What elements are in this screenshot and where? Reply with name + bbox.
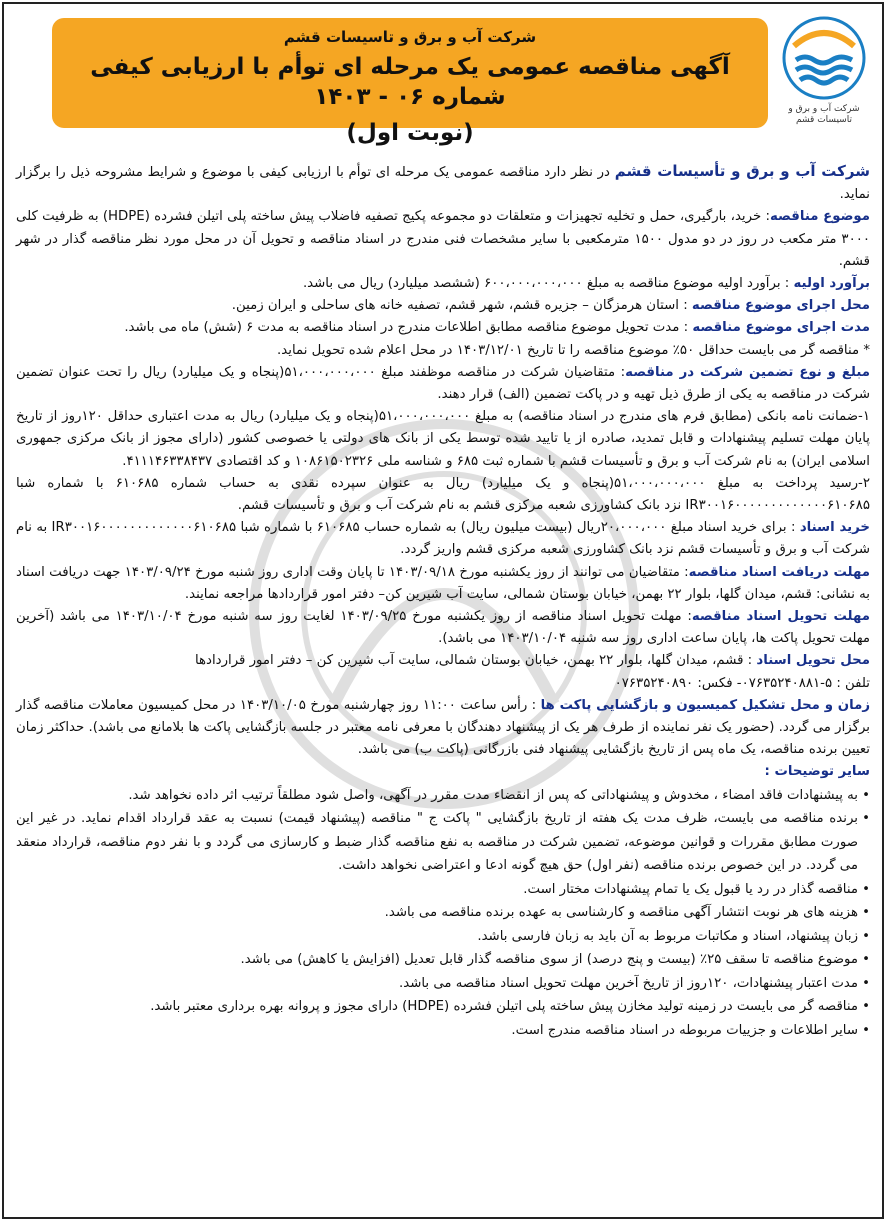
- location-text: : استان هرمزگان – جزیره قشم، شهر قشم، تصفیه خانه های ساحلی و ایران زمین.: [231, 298, 692, 314]
- list-item: • مناقصه گر می بایست در زمینه تولید مخازن پیش ساخته پلی اتیلن فشرده (HDPE) دارای مجوز و پروانه بهره برداری معتبر باشد.: [16, 995, 870, 1019]
- guarantee-paragraph: [16, 362, 870, 406]
- guarantee-item-1: ۱-ضمانت نامه بانکی (مطابق فرم های مندرج در اسناد مناقصه) به مبلغ ۵۱،۰۰۰،۰۰۰،۰۰۰(پنجاه و یک میلیارد) ریال به مدت اعتباری حداقل ۱۲۰روز از تاریخ پایان مهلت تسلیم پیشنهادات و قابل تمدید، صادره از یا تایید شده توسط یکی از بانک های دولتی یا خصوصی کشور (دارای مجوز از بانک مرکزی جمهوری اسلامی ایران) به نام شرکت آب و برق و تأسیسات قشم با شماره ثبت ۶۸۵ و شناسه ملی ۱۰۸۶۱۵۰۲۳۲۶ و کد اقتصادی ۴۱۱۱۴۶۳۳۸۴۳۷.: [16, 409, 870, 469]
- company-logo: [776, 16, 872, 144]
- list-item: • مدت اعتبار پیشنهادات، ۱۲۰روز از تاریخ آخرین مهلت تحویل اسناد مناقصه می باشد.: [16, 972, 870, 996]
- page-subtitle: (نوبت اول): [346, 120, 474, 146]
- header-banner: [52, 18, 768, 146]
- list-item: • زبان پیشنهاد، اسناد و مکاتبات مربوط به آن باید به زبان فارسی باشد.: [16, 925, 870, 949]
- notice-body: [16, 160, 870, 1042]
- list-item: • به پیشنهادات فاقد امضاء ، مخدوش و پیشنهاداتی که پس از انقضاء مدت مقرر در آگهی، واصل شود مطلقاً ترتیب اثر داده نخواهد شد.: [16, 784, 870, 808]
- subject-paragraph: [16, 206, 870, 273]
- intro-paragraph: [16, 160, 870, 206]
- water-wave-logo-icon: [782, 16, 866, 100]
- deliver-place-text: : قشم، میدان گلها، بلوار ۲۲ بهمن، خیابان بوستان شمالی، سایت آب شیرین کن – دفتر امور قراردادها: [194, 653, 757, 669]
- notes-heading: سایر توضیحات :: [764, 764, 870, 780]
- deliver-deadline-text: : مهلت تحویل اسناد مناقصه از روز یکشنبه مورخ ۱۴۰۳/۰۹/۲۵ لغایت روز سه شنبه مورخ ۱۴۰۳/۱۰/۰۴ می باشد (آخرین مهلت تحویل پاکت ها، پایان ساعت اداری روز سه شنبه ۱۴۰۳/۱۰/۰۴ می باشد).: [16, 609, 870, 647]
- purchase-paragraph: [16, 517, 870, 561]
- logo-caption-2: تاسیسات قشم: [796, 115, 852, 125]
- deliver-place-paragraph: [16, 650, 870, 672]
- notes-list: [16, 784, 870, 1043]
- list-item: • موضوع مناقصه تا سقف ۲۵٪ (بیست و پنج درصد) از سوی مناقصه گذار قابل تعدیل (افزایش یا کاهش) می باشد.: [16, 948, 870, 972]
- contact-phone: تلفن : ۵-۰۷۶۳۵۲۴۰۸۸۱- فکس: ۰۷۶۳۵۲۴۰۸۹۰: [614, 675, 870, 691]
- opening-label: زمان و محل تشکیل کمیسیون و بازگشایی پاکت ها: [540, 697, 871, 713]
- opening-paragraph: [16, 695, 870, 762]
- list-item: • هزینه های هر نوبت انتشار آگهی مناقصه و کارشناسی به عهده برنده مناقصه می باشد.: [16, 901, 870, 925]
- receive-paragraph: [16, 562, 870, 606]
- duration-paragraph: [16, 317, 870, 339]
- estimate-label: برآورد اولیه: [793, 276, 870, 292]
- location-label: محل اجرای موضوع مناقصه: [691, 298, 870, 314]
- receive-label: مهلت دریافت اسناد مناقصه: [688, 564, 870, 580]
- header-company: شرکت آب و برق و تاسیسات قشم: [283, 28, 537, 46]
- estimate-paragraph: [16, 273, 870, 295]
- duration-note: * مناقصه گر می بایست حداقل ۵۰٪ موضوع مناقصه را تا تاریخ ۱۴۰۳/۱۲/۰۱ در محل اعلام شده تحویل نماید.: [277, 342, 870, 358]
- deliver-place-label: محل تحویل اسناد: [756, 653, 870, 669]
- location-paragraph: [16, 295, 870, 317]
- guarantee-label: مبلغ و نوع تضمین شرکت در مناقصه: [625, 364, 870, 380]
- list-item: • مناقصه گذار در رد یا قبول یک یا تمام پیشنهادات مختار است.: [16, 878, 870, 902]
- logo-caption-1: شرکت آب و برق و: [788, 104, 860, 114]
- guarantee-item-2: ۲-رسید پرداخت به مبلغ ۵۱،۰۰۰،۰۰۰،۰۰۰(پنجاه و یک میلیارد) ریال به عنوان سپرده نقدی به حساب شماره ۶۱۰۶۸۵ با شماره شبا IR۳۰۰۱۶۰۰۰۰۰۰۰۰۰۰۰۰۰۶۱۰۶۸۵ نزد بانک کشاورزی شعبه مرکزی قشم به نام شرکت آب و برق و تأسیسات قشم.: [16, 475, 871, 514]
- estimate-text: : برآورد اولیه موضوع مناقصه به مبلغ ۶۰۰،۰۰۰،۰۰۰،۰۰۰ (ششصد میلیارد) ریال می باشد.: [302, 276, 794, 292]
- deliver-deadline-paragraph: [16, 606, 870, 650]
- guarantee-text: : متقاضیان شرکت در مناقصه موظفند مبلغ ۵۱،۰۰۰،۰۰۰،۰۰۰(پنجاه و یک میلیارد) ریال را تحت عنوان تضمین شرکت در مناقصه به یکی از طرق ذیل تهیه و در پاکت تضمین (الف) قرار دهند.: [16, 364, 870, 403]
- list-item: • برنده مناقصه می بایست، ظرف مدت یک هفته از تاریخ بازگشایی " پاکت ج " مناقصه (پیشنهاد قیمت) نسبت به عقد قرارداد اقدام نماید. در غیر این صورت مطابق مقررات و قوانین موضوعه، تضمین شرکت در مناقصه به نفع مناقصه گذار ضبط و کارسازی می گردد و با نفر دوم مناقصه، قرارداد منعقد می گردد. در این خصوص برنده مناقصه (نفر اول) حق هیچ گونه ادعا و اعتراضی نخواهد داشت.: [16, 807, 870, 878]
- duration-text: : مدت تحویل موضوع مناقصه مطابق اطلاعات مندرج در اسناد مناقصه به مدت ۶ (شش) ماه می باشد.: [124, 320, 693, 336]
- page-title: آگهی مناقصه عمومی یک مرحله ای توأم با ارزیابی کیفی شماره ۰۶ - ۱۴۰۳: [90, 54, 730, 110]
- subject-text: : خرید، بارگیری، حمل و تخلیه تجهیزات و متعلقات دو مجموعه پکیج تصفیه فاضلاب پیش ساخته پلی اتیلن فشرده (HDPE) به ظرفیت کلی ۳۰۰۰ متر مکعب در روز در دو مدول ۱۵۰۰ مترمکعبی با سایر مشخصات فنی مندرج در اسناد مناقصه و تحویل آن در محل مورد نظر مناقصه گذار در شهر قشم.: [16, 209, 870, 269]
- receive-text: : متقاضیان می توانند از روز یکشنبه مورخ ۱۴۰۳/۰۹/۱۸ تا پایان وقت اداری روز شنبه مورخ ۱۴۰۳/۰۹/۲۴ جهت دریافت اسناد به نشانی: قشم، میدان گلها، بلوار ۲۲ بهمن، خیابان بوستان شمالی، سایت آب شیرین کن– دفتر امور قراردادها مراجعه نمایند.: [16, 564, 870, 602]
- subject-label: موضوع مناقصه: [769, 209, 870, 225]
- opening-text: : رأس ساعت ۱۱:۰۰ روز چهارشنبه مورخ ۱۴۰۳/۱۰/۰۵ در محل کمیسیون معاملات مناقصه گذار برگزار می گردد. (حضور یک نفر نماینده از طرف هر یک از پیشنهاد دهندگان با معرفی نامه معتبر در جلسه بازگشایی پاکت ها بلامانع می باشد). حداکثر زمان تعیین برنده مناقصه، یک ماه پس از تاریخ بازگشایی پیشنهاد فنی بازرگانی (پاکت ب) می باشد.: [16, 697, 870, 758]
- intro-label: شرکت آب و برق و تأسیسات قشم: [614, 162, 870, 180]
- list-item: • سایر اطلاعات و جزییات مربوطه در اسناد مناقصه مندرج است.: [16, 1019, 870, 1043]
- purchase-label: خرید اسناد: [799, 520, 870, 536]
- duration-label: مدت اجرای موضوع مناقصه: [692, 320, 870, 336]
- intro-text: در نظر دارد مناقصه عمومی یک مرحله ای توأم با ارزیابی کیفی با موضوع و شرایط مشروحه ذیل را برگزار نماید.: [16, 165, 870, 203]
- purchase-text: : برای خرید اسناد مبلغ ۲۰،۰۰۰،۰۰۰ریال (بیست میلیون ریال) به شماره حساب ۶۱۰۶۸۵ با شماره شبا IR۳۰۰۱۶۰۰۰۰۰۰۰۰۰۰۰۰۰۶۱۰۶۸۵ به نام شرکت آب و برق و تأسیسات قشم نزد بانک کشاورزی شعبه مرکزی قشم واریز گردد.: [16, 520, 870, 558]
- deliver-deadline-label: مهلت تحویل اسناد مناقصه: [691, 609, 870, 625]
- notice-frame: [2, 2, 884, 1219]
